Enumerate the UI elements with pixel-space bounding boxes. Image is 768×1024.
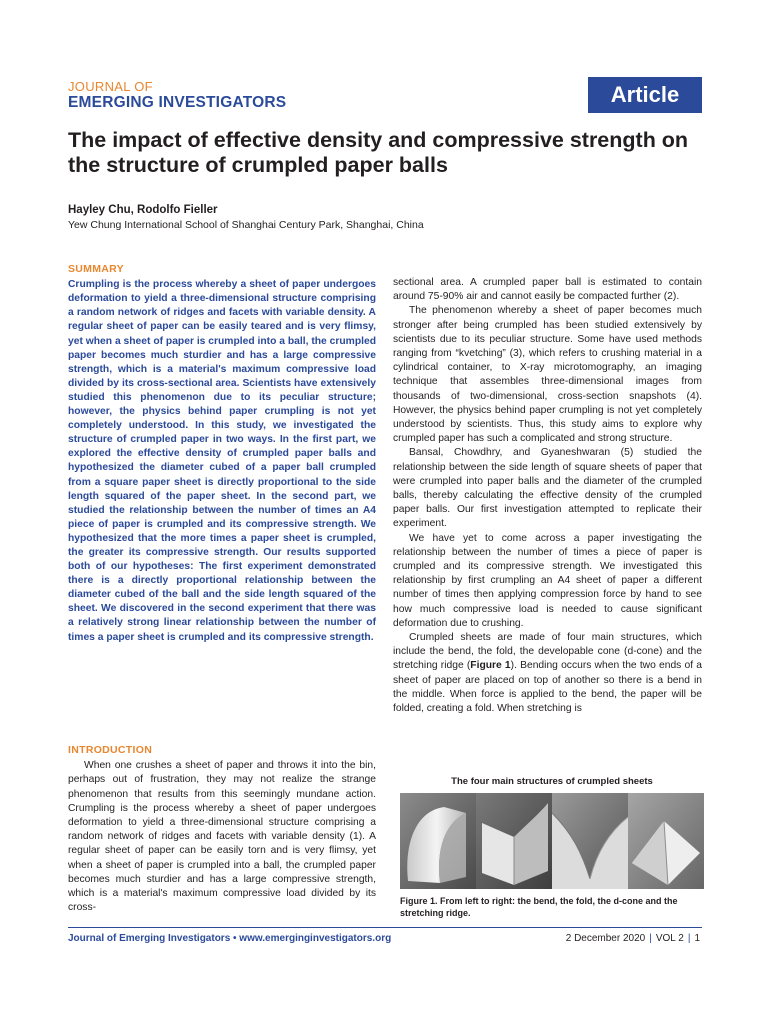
journal-logo bbox=[68, 80, 286, 111]
body-paragraph-3: We have yet to come across a paper investigating the relationship between the number of times a piece of paper is crumpled and its compressive strength. We investigated this relationship by first crumpling an A4 sheet of paper a different number of times then applying compression force by hand to see how much compressive load is needed to cause significant deformation due to crushing. bbox=[393, 532, 702, 629]
footer-volume: VOL 2 bbox=[655, 933, 684, 944]
footer-journal: Journal of Emerging Investigators • www.emerginginvestigators.org bbox=[68, 933, 392, 944]
footer-issue-info bbox=[566, 933, 700, 944]
figure-1 bbox=[400, 776, 704, 919]
body-paragraph-1: The phenomenon whereby a sheet of paper becomes much stronger after being crumpled has been studied extensively by scientists due to its peculiar structure. Some have used methods ranging from “kvetching” (3), which refers to crushing material in a cylindrical container, to X-ray microtomography, an imaging technique that assembles three-dimensional images from thousands of two-dimensional, cross-section snapshots (4). However, the physics behind paper crumpling is not yet completely understood by scientists. Thus, this study aims to explore why crumpled paper has such a complicated and strong structure. bbox=[393, 305, 702, 445]
footer-page-number: 1 bbox=[694, 933, 700, 944]
authors: Hayley Chu, Rodolfo Fieller bbox=[68, 204, 218, 216]
summary-section bbox=[68, 262, 376, 645]
body-paragraph-2: Bansal, Chowdhry, and Gyaneshwaran (5) studied the relationship between the side length of square sheets of paper that were crumpled into paper balls and the diameter of the crumpled balls, thereby calculating the effective density of the crumpled paper balls. Our first investigation attempted to replicate their experiment. bbox=[393, 447, 702, 530]
footer-separator: | bbox=[649, 933, 652, 944]
figure-panel-stretching-ridge bbox=[628, 793, 704, 889]
affiliation: Yew Chung International School of Shanghai Century Park, Shanghai, China bbox=[68, 219, 424, 231]
figure-1-reference[interactable]: Figure 1 bbox=[470, 660, 511, 672]
body-paragraph-4-b: ). Bending occurs when the two ends of a sheet of paper are placed on top of another so there is a bend in the middle. When force is applied to the bend, the paper will be folded, creating a fold. When stretching is bbox=[393, 660, 702, 715]
article-type-badge: Article bbox=[588, 77, 702, 113]
journal-logo-line1: JOURNAL OF bbox=[68, 79, 153, 94]
body-paragraph-4-a: Crumpled sheets are made of four main structures, which include the bend, the fold, the developable cone (d-cone) and the stretching ridge ( bbox=[393, 632, 702, 672]
summary-text: Crumpling is the process whereby a sheet of paper undergoes deformation to yield a three-dimensional structure comprising a random network of ridges and facets with variable density. A regular sheet of paper can be easily teared and is very flimsy, yet when a sheet of paper is crumpled into a ball, the crumpled paper becomes much sturdier and has a large compressive strength, which is a material's maximum compressive load divided by its cross-sectional area. Scientists have extensively studied this phenomenon due to its peculiar structure; however, the physics behind paper crumpling is not yet completely understood. In this study, we investigated the structure of crumpled paper in two ways. In the first part, we explored the effective density of crumpled paper balls and hypothesized the diameter cubed of a paper ball crumpled from a square paper sheet is directly proportional to the side length squared of the paper sheet. In the second part, we studied the relationship between the number of times an A4 piece of paper is crumpled and its compressive strength. We hypothesized that the more times a paper sheet is crumpled, the greater its compressive strength. Our results supported both of our hypotheses: The first experiment demonstrated there is a directly proportional relationship between the diameter cubed of the ball and the side length squared of the sheet. We discovered in the second experiment that there was a relatively strong linear relationship between the number of times a paper sheet is crumpled and its compressive strength. bbox=[68, 279, 376, 643]
journal-logo-line2: EMERGING INVESTIGATORS bbox=[68, 94, 287, 111]
body-paragraph-0: sectional area. A crumpled paper ball is estimated to contain around 75-90% air and cannot easily be compacted further (2). bbox=[393, 277, 702, 303]
paper-title: The impact of effective density and compressive strength on the structure of crumpled paper balls bbox=[68, 128, 689, 177]
figure-title: The four main structures of crumpled sheets bbox=[451, 776, 653, 787]
figure-panel-fold bbox=[476, 793, 552, 889]
footer-separator: | bbox=[687, 933, 691, 944]
introduction-section bbox=[68, 743, 376, 915]
summary-heading: SUMMARY bbox=[68, 263, 124, 275]
introduction-paragraph: When one crushes a sheet of paper and throws it into the bin, perhaps out of frustration, they may not realize the strange phenomenon that results from this seemingly mundane action. Crumpling is the process whereby a sheet of paper undergoes deformation to yield a three-dimensional structure comprising a random network of ridges and facets with variable density (1). A regular sheet of paper can be easily torn and is very flimsy, yet when a sheet of paper is crumpled into a ball, the crumpled paper becomes much sturdier and has a large compressive strength, which is a material's maximum compressive load divided by its cross- bbox=[68, 760, 376, 914]
body-paragraph-4 bbox=[393, 631, 702, 716]
right-column bbox=[393, 276, 702, 716]
introduction-heading: INTRODUCTION bbox=[68, 744, 153, 756]
figure-image bbox=[400, 793, 704, 889]
figure-caption: Figure 1. From left to right: the bend, the fold, the d-cone and the stretching ridge. bbox=[400, 896, 678, 918]
figure-panel-bend bbox=[400, 793, 476, 889]
figure-panel-d-cone bbox=[552, 793, 628, 889]
footer-date: 2 December 2020 bbox=[565, 933, 646, 944]
footer-divider bbox=[68, 927, 702, 928]
